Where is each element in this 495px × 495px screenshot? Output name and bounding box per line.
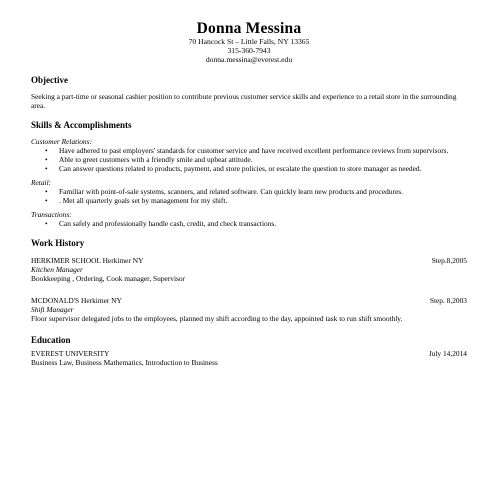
skill-list bbox=[31, 187, 467, 205]
school-name: EVEREST UNIVERSITY bbox=[31, 348, 110, 358]
list-item bbox=[45, 219, 467, 228]
list-item bbox=[45, 155, 467, 164]
bullet-icon: • bbox=[45, 163, 48, 173]
skill-text: Able to greet customers with a friendly smile and upbeat attitude. bbox=[59, 154, 253, 164]
job-employer: HERKIMER SCHOOL Herkimer NY bbox=[31, 255, 144, 265]
skills-section bbox=[31, 120, 467, 228]
bullet-icon: • bbox=[45, 186, 48, 196]
skill-text: Familiar with point-of-sale systems, scanners, and related software. Can quickly learn new products and procedures. bbox=[59, 186, 403, 196]
list-item bbox=[45, 196, 467, 205]
skill-text: Can answer questions related to products, payment, and store policies, or escalate the question to store manager as needed. bbox=[59, 163, 422, 173]
section-title-work: Work History bbox=[31, 237, 85, 248]
job-description: Floor supervisor delegated jobs to the employees, planned my shift according to the day, appointed task to run shift smoothly. bbox=[31, 313, 403, 323]
education-courses: Business Law, Business Mathematics, Introduction to Business bbox=[31, 357, 218, 367]
job-description: Bookkeeping , Ordering, Cook manager, Supervisor bbox=[31, 273, 186, 283]
email-line: donna.messina@everest.edu bbox=[205, 55, 293, 65]
skill-group-label: Retail: bbox=[31, 177, 52, 187]
skill-text: Have adhered to past employers' standards for customer service and have received excellent performance reviews from supervisors. bbox=[59, 145, 449, 155]
education-section bbox=[31, 335, 467, 367]
job-position: Kitchen Manager bbox=[31, 264, 83, 274]
bullet-icon: • bbox=[45, 218, 48, 228]
skill-text: . Met all quarterly goals set by management for my shift. bbox=[59, 195, 228, 205]
candidate-name: Donna Messina bbox=[196, 20, 302, 37]
skill-list bbox=[31, 219, 467, 228]
education-row bbox=[31, 349, 467, 358]
skill-group-label: Transactions: bbox=[31, 209, 72, 219]
skill-text: Can safely and professionally handle cash, credit, and check transactions. bbox=[59, 218, 277, 228]
job-header-row bbox=[31, 296, 467, 305]
section-title-skills: Skills & Accomplishments bbox=[31, 119, 132, 130]
work-history-section bbox=[31, 238, 467, 323]
objective-section bbox=[31, 75, 467, 110]
skill-group-label: Customer Relations: bbox=[31, 136, 92, 146]
job-position: Shift Manager bbox=[31, 304, 74, 314]
resume-header bbox=[31, 20, 467, 65]
section-title-education: Education bbox=[31, 334, 71, 345]
objective-text: Seeking a part-time or seasonal cashier position to contribute previous customer service skills and experience to a retail store in the surrounding area. bbox=[31, 91, 457, 110]
bullet-icon: • bbox=[45, 154, 48, 164]
section-title-objective: Objective bbox=[31, 74, 68, 85]
bullet-icon: • bbox=[45, 195, 48, 205]
list-item bbox=[45, 187, 467, 196]
job-header-row bbox=[31, 256, 467, 265]
address-line: 70 Hancock St – Little Falls, NY 13365 bbox=[188, 37, 310, 46]
job-date: Step.8,2005 bbox=[431, 255, 467, 265]
job-entry bbox=[31, 256, 467, 283]
job-employer: MCDONALD'S Herkimer NY bbox=[31, 295, 122, 305]
phone-line: 315-360-7943 bbox=[227, 46, 271, 56]
list-item bbox=[45, 146, 467, 155]
bullet-icon: • bbox=[45, 145, 48, 155]
list-item bbox=[45, 164, 467, 173]
job-entry bbox=[31, 296, 467, 323]
job-date: Step. 8,2003 bbox=[429, 295, 467, 305]
skill-list bbox=[31, 146, 467, 173]
graduation-date: July 14,2014 bbox=[428, 348, 467, 358]
